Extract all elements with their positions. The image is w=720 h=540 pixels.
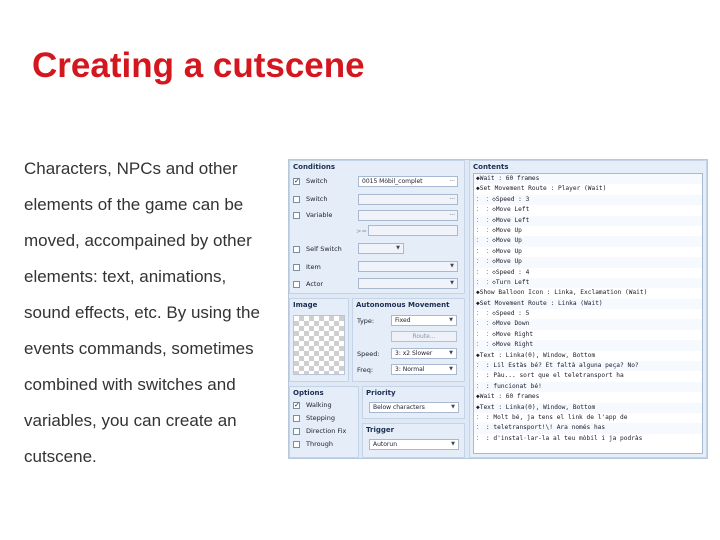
route-button[interactable]: Route... [391, 331, 457, 342]
conditions-panel [289, 160, 465, 294]
image-title: Image [293, 301, 318, 309]
actor-label: Actor [306, 280, 324, 288]
contents-title: Contents [473, 163, 509, 171]
option-stepping[interactable] [293, 414, 335, 422]
chevron-down-icon: ▼ [451, 404, 455, 410]
command-line[interactable]: ： : d'instal·lar-la al teu mòbil i ja podràs [476, 434, 643, 442]
event-editor-screenshot [288, 159, 708, 459]
switch2-select[interactable] [358, 194, 458, 205]
command-line[interactable]: ： : funcionat bé! [474, 382, 702, 392]
chevron-down-icon: ▼ [449, 350, 453, 356]
switch-condition[interactable] [293, 177, 328, 185]
command-line[interactable]: ： ：◇Move Left [474, 216, 702, 226]
type-select[interactable] [391, 315, 457, 326]
freq-label: Freq: [357, 366, 374, 374]
command-line[interactable]: ： : Pàu... sort que el teletransport ha [476, 372, 624, 380]
command-line[interactable]: ◆Text : Linka(0), Window, Bottom [474, 403, 702, 413]
chevron-down-icon: ▼ [449, 366, 453, 372]
command-line[interactable]: ： ：◇Move Up [476, 247, 522, 255]
priority-panel [362, 386, 465, 419]
option-walking[interactable] [293, 401, 332, 409]
self-switch-checkbox[interactable] [293, 246, 300, 253]
body-line: elements: text, animations, [24, 267, 227, 286]
option-label: Through [306, 440, 333, 448]
priority-select[interactable] [369, 402, 459, 413]
body-line: moved, accompained by other [24, 231, 252, 250]
command-line[interactable]: ： : teletransport!\! Ara només has [474, 423, 702, 433]
trigger-value: Autorun [373, 441, 398, 448]
event-command-list[interactable] [473, 173, 703, 454]
body-line: elements of the game can be [24, 195, 244, 214]
item-select[interactable] [358, 261, 458, 272]
variable-value-field[interactable] [368, 225, 458, 236]
command-line[interactable]: ◆Wait : 60 frames [474, 174, 702, 184]
command-line[interactable]: ： ：◇Speed : 3 [474, 195, 702, 205]
switch-value: 0015 Mòbil_complet [362, 178, 423, 185]
compare-operator: >= [356, 227, 367, 235]
event-image-preview[interactable] [293, 315, 345, 375]
priority-title: Priority [366, 389, 396, 397]
body-line: variables, you can create an [24, 411, 237, 430]
body-line: events commands, sometimes [24, 339, 254, 358]
command-line[interactable]: ◆Wait : 60 frames [476, 393, 540, 401]
actor-checkbox[interactable] [293, 281, 300, 288]
item-condition[interactable] [293, 263, 321, 271]
through-checkbox[interactable] [293, 441, 300, 448]
command-line[interactable]: ： ：◇Move Up [476, 226, 522, 234]
speed-label: Speed: [357, 350, 380, 358]
variable-select[interactable] [358, 210, 458, 221]
command-line[interactable]: ： ：◇Turn Left [474, 278, 702, 288]
autonomous-movement-title: Autonomous Movement [356, 301, 450, 309]
type-label: Type: [357, 317, 375, 325]
type-value: Fixed [395, 317, 411, 324]
option-label: Walking [306, 401, 332, 409]
switch2-label: Switch [306, 195, 328, 203]
priority-value: Below characters [373, 404, 425, 411]
image-panel [289, 298, 349, 382]
option-through[interactable] [293, 440, 333, 448]
walking-checkbox[interactable]: ✓ [294, 400, 300, 409]
variable-condition[interactable] [293, 211, 332, 219]
slide-body [24, 154, 286, 478]
chevron-down-icon: ▼ [450, 263, 454, 269]
command-line[interactable]: ： ：◇Move Down [474, 319, 702, 329]
variable-label: Variable [306, 211, 333, 219]
command-line[interactable]: ： : Molt bé, ja tens el link de l'app de [476, 413, 628, 421]
command-line[interactable]: ◆Text : Linka(0), Window, Bottom [476, 351, 596, 359]
speed-value: 3: x2 Slower [395, 350, 433, 357]
slide-title: Creating a cutscene [32, 46, 365, 85]
body-line: Characters, NPCs and other [24, 159, 238, 178]
conditions-title: Conditions [293, 163, 336, 171]
switch2-condition[interactable] [293, 195, 328, 203]
variable-checkbox[interactable] [293, 212, 300, 219]
command-line[interactable]: ： ：◇Speed : 5 [476, 310, 530, 318]
option-direction-fix[interactable] [293, 427, 346, 435]
trigger-title: Trigger [366, 426, 395, 434]
command-line[interactable]: ： ：◇Move Up [474, 236, 702, 246]
command-line[interactable]: ： ：◇Move Right [476, 330, 534, 338]
switch-label: Switch [306, 177, 328, 185]
command-line[interactable]: ◆Show Balloon Icon : Linka, Exclamation (Wait) [476, 289, 648, 297]
command-line[interactable]: ： ：◇Speed : 4 [476, 268, 530, 276]
command-line[interactable]: ： : Lil Estàs bé? Et faltà alguna peça? No? [474, 361, 702, 371]
option-label: Stepping [306, 414, 335, 422]
chevron-down-icon: ▼ [449, 317, 453, 323]
self-switch-condition[interactable] [293, 245, 342, 253]
autonomous-movement-panel [352, 298, 465, 382]
options-title: Options [293, 389, 324, 397]
freq-select[interactable] [391, 364, 457, 375]
option-label: Direction Fix [306, 427, 347, 435]
command-line[interactable]: ： ：◇Move Left [476, 206, 530, 214]
item-label: Item [306, 263, 321, 271]
ellipsis-icon: ··· [449, 196, 455, 203]
chevron-down-icon: ▼ [396, 245, 400, 251]
command-line[interactable]: ： ：◇Move Up [474, 257, 702, 267]
freq-value: 3: Normal [395, 366, 425, 373]
switch2-checkbox[interactable] [293, 196, 300, 203]
ellipsis-icon: ··· [449, 212, 455, 219]
speed-select[interactable] [391, 348, 457, 359]
body-line: cutscene. [24, 447, 97, 466]
item-checkbox[interactable] [293, 264, 300, 271]
switch-select[interactable] [358, 176, 458, 187]
switch-checkbox[interactable]: ✓ [294, 176, 300, 185]
self-switch-label: Self Switch [306, 245, 342, 253]
command-line[interactable]: ◆Set Movement Route : Player (Wait) [476, 185, 607, 193]
command-line[interactable]: ◆Set Movement Route : Linka (Wait) [474, 299, 702, 309]
body-line: combined with switches and [24, 375, 236, 394]
trigger-panel [362, 423, 465, 458]
direction-fix-checkbox[interactable] [293, 428, 300, 435]
chevron-down-icon: ▼ [451, 441, 455, 447]
actor-select[interactable] [358, 278, 458, 289]
stepping-checkbox[interactable] [293, 415, 300, 422]
self-switch-select[interactable] [358, 243, 404, 254]
chevron-down-icon: ▼ [450, 280, 454, 286]
trigger-select[interactable] [369, 439, 459, 450]
contents-panel [469, 160, 707, 458]
options-panel [289, 386, 359, 458]
actor-condition[interactable] [293, 280, 323, 288]
body-line: sound effects, etc. By using the [24, 303, 260, 322]
command-line[interactable]: ： ：◇Move Right [474, 340, 702, 350]
ellipsis-icon: ··· [449, 178, 455, 185]
